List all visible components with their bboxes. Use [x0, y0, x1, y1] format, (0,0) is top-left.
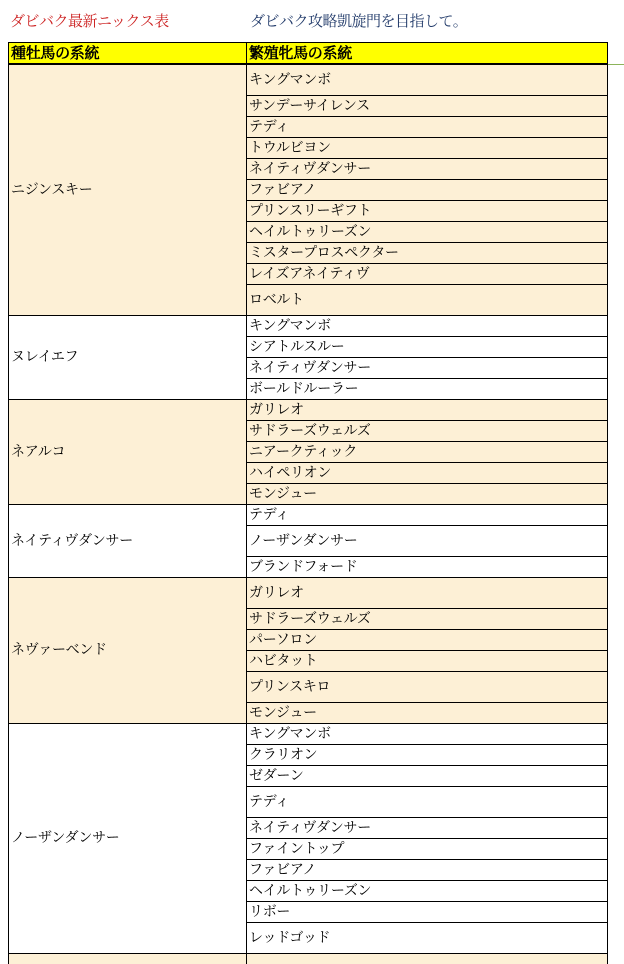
- row-divider: [246, 483, 608, 484]
- row-divider: [246, 629, 608, 630]
- row-divider: [246, 786, 608, 787]
- row-divider: [246, 116, 608, 117]
- next-group-row: [8, 954, 246, 964]
- row-divider: [246, 263, 608, 264]
- broodmare-line-cell: ブランドフォード: [246, 556, 607, 577]
- row-divider: [246, 242, 608, 243]
- group-divider: [8, 577, 608, 578]
- broodmare-line-cell: クラリオン: [246, 744, 607, 765]
- row-divider: [246, 859, 608, 860]
- row-divider: [246, 137, 608, 138]
- group-divider: [8, 64, 608, 65]
- header-underline: [607, 64, 624, 65]
- group-divider: [8, 315, 608, 316]
- broodmare-line-cell: キングマンボ: [246, 315, 607, 336]
- broodmare-line-cell: モンジュー: [246, 702, 607, 723]
- sheet-header: [0, 0, 624, 42]
- row-divider: [246, 838, 608, 839]
- broodmare-line-cell: ハイペリオン: [246, 462, 607, 483]
- broodmare-line-cell: リボー: [246, 901, 607, 922]
- broodmare-line-cell: サドラーズウェルズ: [246, 420, 607, 441]
- row-divider: [246, 765, 608, 766]
- row-divider: [246, 556, 608, 557]
- broodmare-line-cell: テディ: [246, 786, 607, 817]
- broodmare-line-cell: サドラーズウェルズ: [246, 608, 607, 629]
- broodmare-line-cell: ネイティヴダンサー: [246, 817, 607, 838]
- sheet-title: ダビバク最新ニックス表: [10, 12, 169, 30]
- group-divider: [8, 399, 608, 400]
- broodmare-line-cell: ヘイルトゥリーズン: [246, 221, 607, 242]
- sire-line-cell: ネイティヴダンサー: [8, 504, 246, 577]
- sire-line-cell: ヌレイエフ: [8, 315, 246, 399]
- broodmare-line-cell: ミスタープロスペクター: [246, 242, 607, 263]
- broodmare-line-cell: キングマンボ: [246, 723, 607, 744]
- row-divider: [246, 221, 608, 222]
- broodmare-line-cell: ガリレオ: [246, 577, 607, 608]
- row-divider: [246, 158, 608, 159]
- header-bottom-border: [8, 63, 608, 64]
- row-divider: [246, 608, 608, 609]
- row-divider: [246, 420, 608, 421]
- broodmare-line-cell: サンデーサイレンス: [246, 95, 607, 116]
- row-divider: [246, 901, 608, 902]
- broodmare-line-cell: ハビタット: [246, 650, 607, 671]
- row-divider: [246, 880, 608, 881]
- broodmare-line-cell: ファビアノ: [246, 859, 607, 880]
- column-divider: [246, 42, 247, 964]
- broodmare-line-cell: テディ: [246, 504, 607, 525]
- row-divider: [246, 95, 608, 96]
- broodmare-line-cell: パーソロン: [246, 629, 607, 650]
- sire-line-cell: ノーザンダンサー: [8, 723, 246, 953]
- row-divider: [246, 357, 608, 358]
- sire-line-header: 種牡馬の系統: [8, 43, 246, 64]
- broodmare-line-cell: プリンスキロ: [246, 671, 607, 702]
- row-divider: [246, 284, 608, 285]
- row-divider: [246, 441, 608, 442]
- group-divider: [8, 504, 608, 505]
- row-divider: [246, 744, 608, 745]
- broodmare-line-cell: テディ: [246, 116, 607, 137]
- broodmare-line-cell: キングマンボ: [246, 64, 607, 95]
- broodmare-line-cell: ヘイルトゥリーズン: [246, 880, 607, 901]
- broodmare-line-cell: レイズアネイティヴ: [246, 263, 607, 284]
- broodmare-line-cell: モンジュー: [246, 483, 607, 504]
- broodmare-line-cell: ガリレオ: [246, 399, 607, 420]
- header-top-border: [8, 42, 608, 43]
- row-divider: [246, 702, 608, 703]
- left-border: [8, 42, 9, 964]
- sire-line-cell: ニジンスキー: [8, 64, 246, 315]
- sheet-subtitle: ダビバク攻略凱旋門を目指して。: [250, 12, 468, 30]
- broodmare-line-cell: ゼダーン: [246, 765, 607, 786]
- group-divider: [8, 723, 608, 724]
- broodmare-line-header: 繁殖牝馬の系統: [246, 43, 607, 64]
- row-divider: [246, 817, 608, 818]
- next-group-row: [246, 954, 607, 964]
- sire-line-cell: ネアルコ: [8, 399, 246, 504]
- row-divider: [246, 922, 608, 923]
- row-divider: [246, 336, 608, 337]
- broodmare-line-cell: ノーザンダンサー: [246, 525, 607, 556]
- row-divider: [246, 525, 608, 526]
- broodmare-line-cell: ファイントップ: [246, 838, 607, 859]
- row-divider: [246, 462, 608, 463]
- broodmare-line-cell: ネイティヴダンサー: [246, 158, 607, 179]
- row-divider: [246, 650, 608, 651]
- broodmare-line-cell: ファビアノ: [246, 179, 607, 200]
- row-divider: [246, 378, 608, 379]
- broodmare-line-cell: レッドゴッド: [246, 922, 607, 953]
- broodmare-line-cell: ニアークティック: [246, 441, 607, 462]
- row-divider: [246, 671, 608, 672]
- broodmare-line-cell: ロベルト: [246, 284, 607, 315]
- right-border: [607, 42, 608, 964]
- broodmare-line-cell: プリンスリーギフト: [246, 200, 607, 221]
- broodmare-line-cell: トウルビヨン: [246, 137, 607, 158]
- broodmare-line-cell: ネイティヴダンサー: [246, 357, 607, 378]
- row-divider: [246, 179, 608, 180]
- broodmare-line-cell: ボールドルーラー: [246, 378, 607, 399]
- row-divider: [246, 200, 608, 201]
- broodmare-line-cell: シアトルスルー: [246, 336, 607, 357]
- sire-line-cell: ネヴァーベンド: [8, 577, 246, 723]
